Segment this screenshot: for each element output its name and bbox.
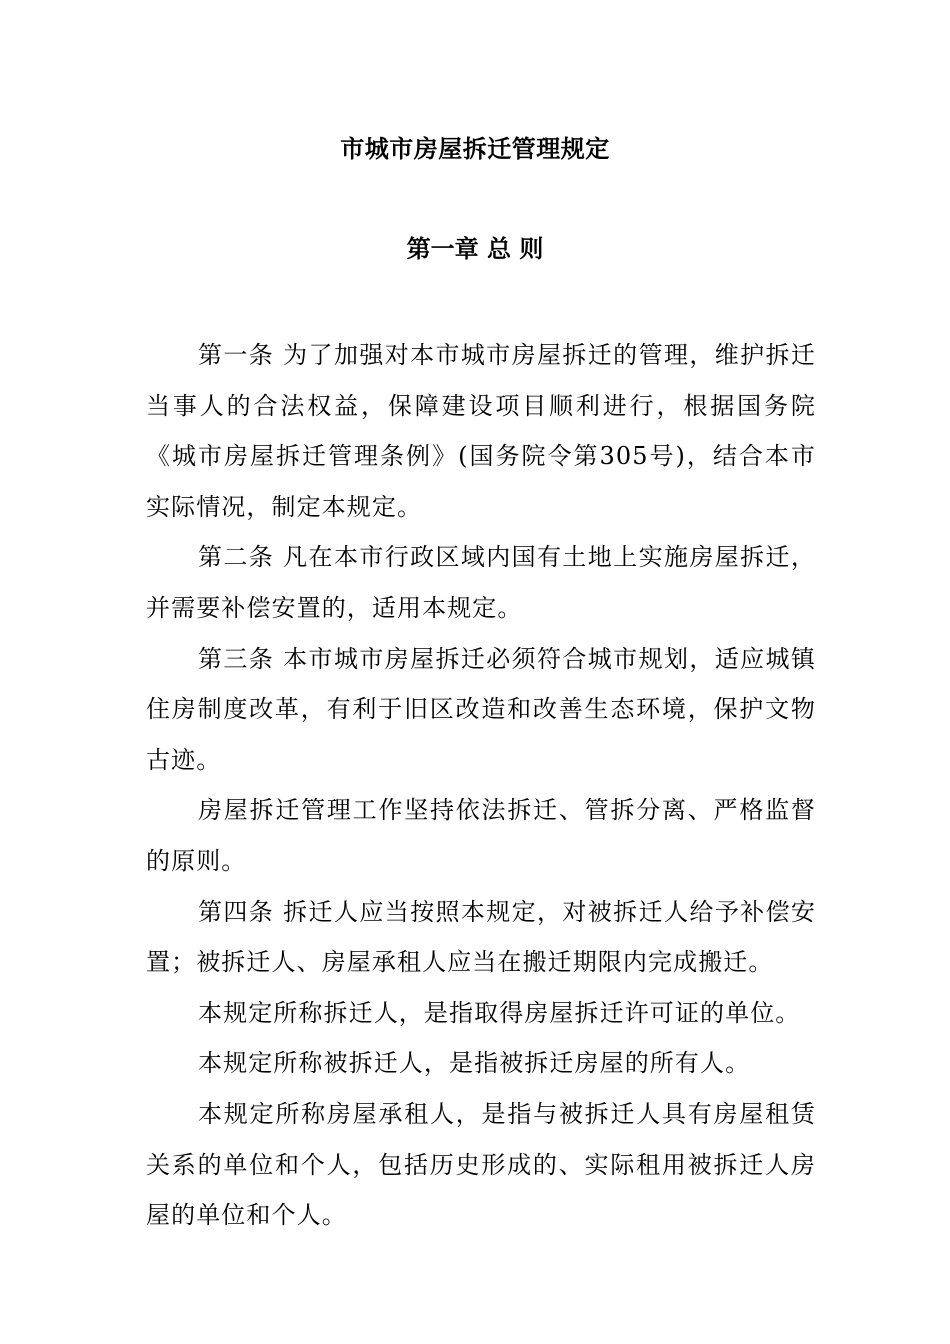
paragraph-principles: 房屋拆迁管理工作坚持依法拆迁、管拆分离、严格监督的原则。 — [146, 796, 816, 875]
document-body — [146, 330, 816, 1241]
paragraph-definition-demolishee: 本规定所称被拆迁人，是指被拆迁房屋的所有人。 — [198, 1049, 751, 1078]
paragraph-article-2: 第二条 凡在本市行政区域内国有土地上实施房屋拆迁，并需要补偿安置的，适用本规定。 — [146, 543, 816, 622]
paragraph-definition-tenant: 本规定所称房屋承租人，是指与被拆迁人具有房屋租赁关系的单位和个人，包括历史形成的、实际租用被拆迁人房屋的单位和个人。 — [146, 1099, 816, 1230]
document-title: 市城市房屋拆迁管理规定 — [340, 134, 610, 163]
paragraph-article-1: 第一条 为了加强对本市城市房屋拆迁的管理，维护拆迁当事人的合法权益，保障建设项目顺利进行，根据国务院《城市房屋拆迁管理条例》(国务院令第305号)，结合本市实际情况，制定本规定。 — [146, 341, 816, 521]
paragraph-article-4: 第四条 拆迁人应当按照本规定，对被拆迁人给予补偿安置；被拆迁人、房屋承租人应当在搬迁期限内完成搬迁。 — [146, 897, 816, 977]
paragraph-article-3: 第三条 本市城市房屋拆迁必须符合城市规划，适应城镇住房制度改革，有利于旧区改造和改善生态环境，保护文物古迹。 — [146, 644, 816, 774]
chapter-title: 第一章 总 则 — [406, 234, 544, 263]
paragraph-definition-demolisher: 本规定所称拆迁人，是指取得房屋拆迁许可证的单位。 — [198, 998, 801, 1027]
